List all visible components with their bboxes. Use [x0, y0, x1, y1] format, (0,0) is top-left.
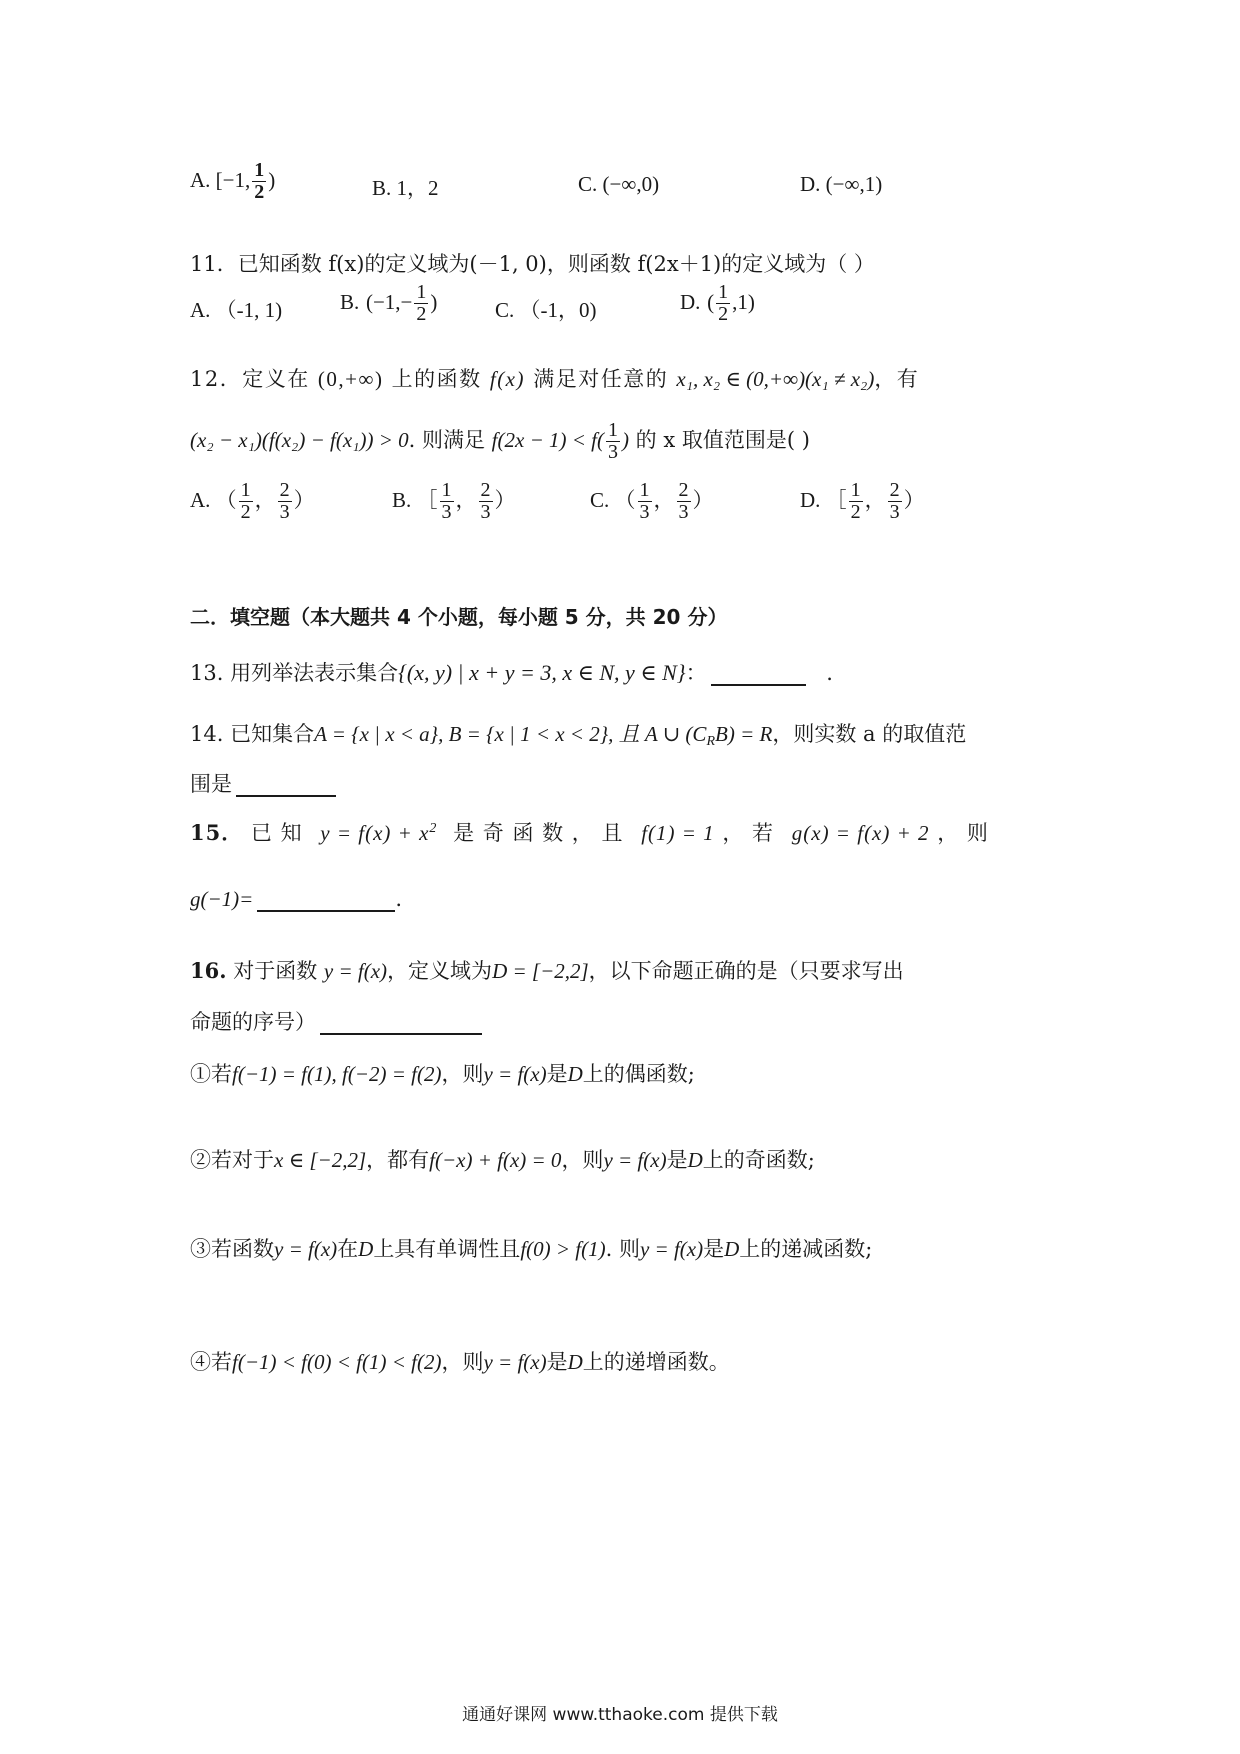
q16-text: 是 [666, 1148, 688, 1172]
q11-option-d [680, 282, 755, 325]
option-end: ） [692, 488, 714, 512]
q15-math: g(x) = f(x) + 2 [791, 821, 930, 845]
q16-text: 是 [546, 1350, 568, 1374]
q12-option-a [190, 480, 315, 523]
fraction-denominator: 2 [850, 501, 861, 523]
q16-text: ，则 [441, 1062, 484, 1086]
q12-text: 12．定义在 [190, 367, 310, 391]
q10-option-a-close: ) [268, 168, 276, 192]
section-2-heading: 二．填空题（本大题共 4 个小题，每小题 5 分，共 20 分） [190, 605, 728, 629]
fraction-denominator: 2 [254, 181, 265, 203]
fraction-numerator: 1 [441, 479, 452, 501]
q11-option-c: C. （-1，0) [495, 298, 597, 322]
q16-text: ④若 [190, 1350, 232, 1374]
q12-text: . 则满足 [408, 428, 485, 452]
q16-math: D [687, 1148, 703, 1172]
q13-line [190, 660, 833, 686]
q14-text: 14. 已知集合 [190, 722, 315, 746]
q11-option-b-label: B. [340, 290, 360, 314]
q11-option-d-label: D. [680, 290, 701, 314]
q11-option-b-interval-open: (−1,− [365, 290, 413, 314]
q16-text: 在 [337, 1237, 359, 1261]
option-label: C. （ [590, 488, 636, 512]
q14-line-2 [190, 772, 336, 797]
fraction-numerator: 1 [718, 281, 729, 303]
q16-proposition-4 [190, 1350, 730, 1375]
q16-text: 上的递增函数。 [582, 1350, 730, 1374]
q12-text: 上的函数 [391, 367, 482, 391]
q12-stem-line-2 [190, 420, 810, 463]
q16-math: y = f(x) [323, 959, 388, 983]
q16-text: ，定义域为 [387, 959, 493, 983]
q16-math: D [567, 1062, 583, 1086]
q16-text: ②若对于 [190, 1148, 274, 1172]
q11-option-d-fraction [716, 282, 730, 325]
q14-math: B) = R [715, 722, 773, 746]
q16-proposition-3 [190, 1237, 872, 1262]
comma: ， [653, 488, 675, 512]
q14-line-1 [190, 722, 966, 751]
q16-math: y = f(x) [274, 1237, 338, 1261]
fraction-denominator: 2 [718, 303, 729, 325]
q15-math: f(1) = 1 [641, 821, 715, 845]
fraction-denominator: 3 [889, 501, 900, 523]
q11-option-b-fraction [414, 282, 428, 325]
q16-math: D [358, 1237, 374, 1261]
q12-option-d [800, 480, 925, 523]
q15-math: y = f(x) + x [320, 821, 430, 845]
q12-text: ，有 [874, 367, 920, 391]
q11-option-b-interval-close: ) [430, 290, 438, 314]
q16-text: 是 [546, 1062, 568, 1086]
q15-math: g(−1)= [190, 887, 254, 911]
q16-text: . 则 [605, 1237, 640, 1261]
q15-text: ， 则 [937, 821, 989, 845]
q16-text: 上的递减函数; [739, 1237, 873, 1261]
q16-math: D = [−2,2] [492, 959, 589, 983]
q15-text: ， 若 [722, 821, 775, 845]
q15-text: 是 奇 函 数 ， 且 [453, 821, 624, 845]
q11-option-d-interval-open: ( [707, 290, 715, 314]
q14-text: 围是 [190, 772, 232, 796]
fraction-denominator: 3 [678, 501, 689, 523]
fraction [677, 480, 691, 523]
q16-math: y = f(x) [603, 1148, 667, 1172]
q16-line-2 [190, 1010, 482, 1035]
q15-number: 15． [190, 820, 244, 845]
q12-math: f(x) [489, 367, 526, 391]
q15-end: . [395, 887, 403, 911]
fraction-numerator: 2 [279, 479, 290, 501]
q16-line-1 [190, 958, 904, 984]
q10-option-a [190, 160, 275, 203]
fraction [278, 480, 292, 523]
comma: ， [254, 488, 276, 512]
fraction-denominator: 2 [416, 303, 427, 325]
fraction-numerator: 2 [678, 479, 689, 501]
q16-text: 上具有单调性且 [373, 1237, 521, 1261]
option-end: ） [494, 488, 516, 512]
q16-text: ③若函数 [190, 1237, 274, 1261]
q16-text: 上的奇函数; [702, 1148, 815, 1172]
q11-option-a: A. （-1, 1) [190, 298, 283, 322]
option-label: D. ［ [800, 488, 847, 512]
q12-text: 满足对任意的 [533, 367, 669, 391]
q12-stem-fraction [606, 420, 620, 463]
q16-math: f(0) > f(1) [520, 1237, 606, 1261]
option-end: ） [293, 488, 315, 512]
option-label: A. （ [190, 488, 237, 512]
q13-text: ： [685, 661, 707, 685]
q10-option-a-text: A. [−1, [190, 168, 251, 192]
q12-stem-line-1 [190, 367, 919, 392]
fraction-denominator: 3 [607, 441, 618, 463]
fraction [849, 480, 863, 523]
q12-math: ) [621, 428, 629, 452]
fraction-numerator: 1 [850, 479, 861, 501]
q15-line-1 [190, 820, 989, 846]
fraction-denominator: 3 [480, 501, 491, 523]
q16-proposition-1 [190, 1062, 695, 1087]
q16-math: f(−x) + f(x) = 0 [429, 1148, 562, 1172]
q12-option-c [590, 480, 714, 523]
q16-text: ，都有 [366, 1148, 430, 1172]
fraction-denominator: 3 [279, 501, 290, 523]
comma: ， [455, 488, 477, 512]
fraction [440, 480, 454, 523]
comma: ， [864, 488, 886, 512]
q13-answer-blank[interactable] [711, 684, 806, 686]
fraction-numerator: 1 [416, 281, 427, 303]
q14-answer-blank[interactable] [236, 773, 336, 797]
q12-option-b [392, 480, 516, 523]
q16-math: y = f(x) [483, 1350, 547, 1374]
fraction [239, 480, 253, 523]
q16-text: 对于函数 [233, 959, 318, 983]
q12-math: (x₂ − x₁)(f(x₂) − f(x₁)) > 0 [190, 428, 409, 452]
q16-number: 16. [190, 958, 227, 983]
q14-math-sub: R [706, 734, 715, 749]
q10-option-b: B. 1，2 [372, 176, 439, 200]
fraction-denominator: 2 [240, 501, 251, 523]
q14-math: A = {x | x < a}, B = {x | 1 < x < 2}, 且 A ∪ (C [314, 722, 707, 746]
fraction-numerator: 1 [639, 479, 650, 501]
fraction [638, 480, 652, 523]
q12-math: f(2x − 1) < f( [491, 428, 604, 452]
q16-text: 上的偶函数; [582, 1062, 695, 1086]
q16-math: D [567, 1350, 583, 1374]
q12-math: x₁, x₂ ∈ (0,+∞)(x₁ ≠ x₂) [676, 367, 875, 391]
fraction-numerator: 1 [607, 419, 618, 441]
q15-math-sup: 2 [429, 821, 438, 836]
q16-math: y = f(x) [639, 1237, 704, 1261]
q16-math: x ∈ [−2,2] [274, 1148, 367, 1172]
q15-line-2 [190, 887, 402, 912]
q11-option-b [340, 282, 437, 325]
option-label: B. ［ [392, 488, 438, 512]
q16-proposition-2 [190, 1148, 815, 1173]
q11-option-d-interval-close: ,1) [732, 290, 755, 314]
page-footer: 通通好课网 www.tthaoke.com 提供下载 [462, 1705, 778, 1725]
q16-answer-blank[interactable] [320, 1011, 482, 1035]
q13-end: . [826, 661, 833, 685]
option-end: ） [903, 488, 925, 512]
q14-text: ，则实数 a 的取值范 [772, 722, 967, 746]
q16-text: 命题的序号） [190, 1010, 316, 1034]
q10-option-a-fraction [252, 160, 266, 203]
q16-text: ，则 [561, 1148, 604, 1172]
q10-option-c: C. (−∞,0) [578, 172, 660, 196]
q16-text: ，以下命题正确的是（只要求写出 [588, 959, 904, 983]
q10-option-d: D. (−∞,1) [800, 172, 883, 196]
q15-answer-blank[interactable] [257, 888, 395, 912]
q11-stem: 11．已知函数 f(x)的定义域为(－1, 0)，则函数 f(2x＋1)的定义域为（ ） [190, 252, 875, 276]
fraction-denominator: 3 [441, 501, 452, 523]
q15-text: 已 知 [250, 821, 303, 845]
q16-text: ，则 [441, 1350, 484, 1374]
fraction-numerator: 1 [254, 159, 265, 181]
q12-text: 的 x 取值范围是( ) [635, 428, 810, 452]
q16-math: f(−1) = f(1), f(−2) = f(2) [232, 1062, 442, 1086]
fraction [479, 480, 493, 523]
q16-text: ①若 [190, 1062, 232, 1086]
q13-set-math: {(x, y) | x + y = 3, x ∈ N, y ∈ N} [398, 660, 686, 685]
fraction-denominator: 3 [639, 501, 650, 523]
q16-math: D [724, 1237, 740, 1261]
fraction-numerator: 2 [889, 479, 900, 501]
q16-math: y = f(x) [483, 1062, 547, 1086]
q13-text: 13. 用列举法表示集合 [190, 661, 399, 685]
fraction [888, 480, 902, 523]
fraction-numerator: 2 [480, 479, 491, 501]
q16-math: f(−1) < f(0) < f(1) < f(2) [232, 1350, 442, 1374]
q16-text: 是 [703, 1237, 725, 1261]
q12-math: (0,+∞) [317, 367, 384, 391]
fraction-numerator: 1 [240, 479, 251, 501]
